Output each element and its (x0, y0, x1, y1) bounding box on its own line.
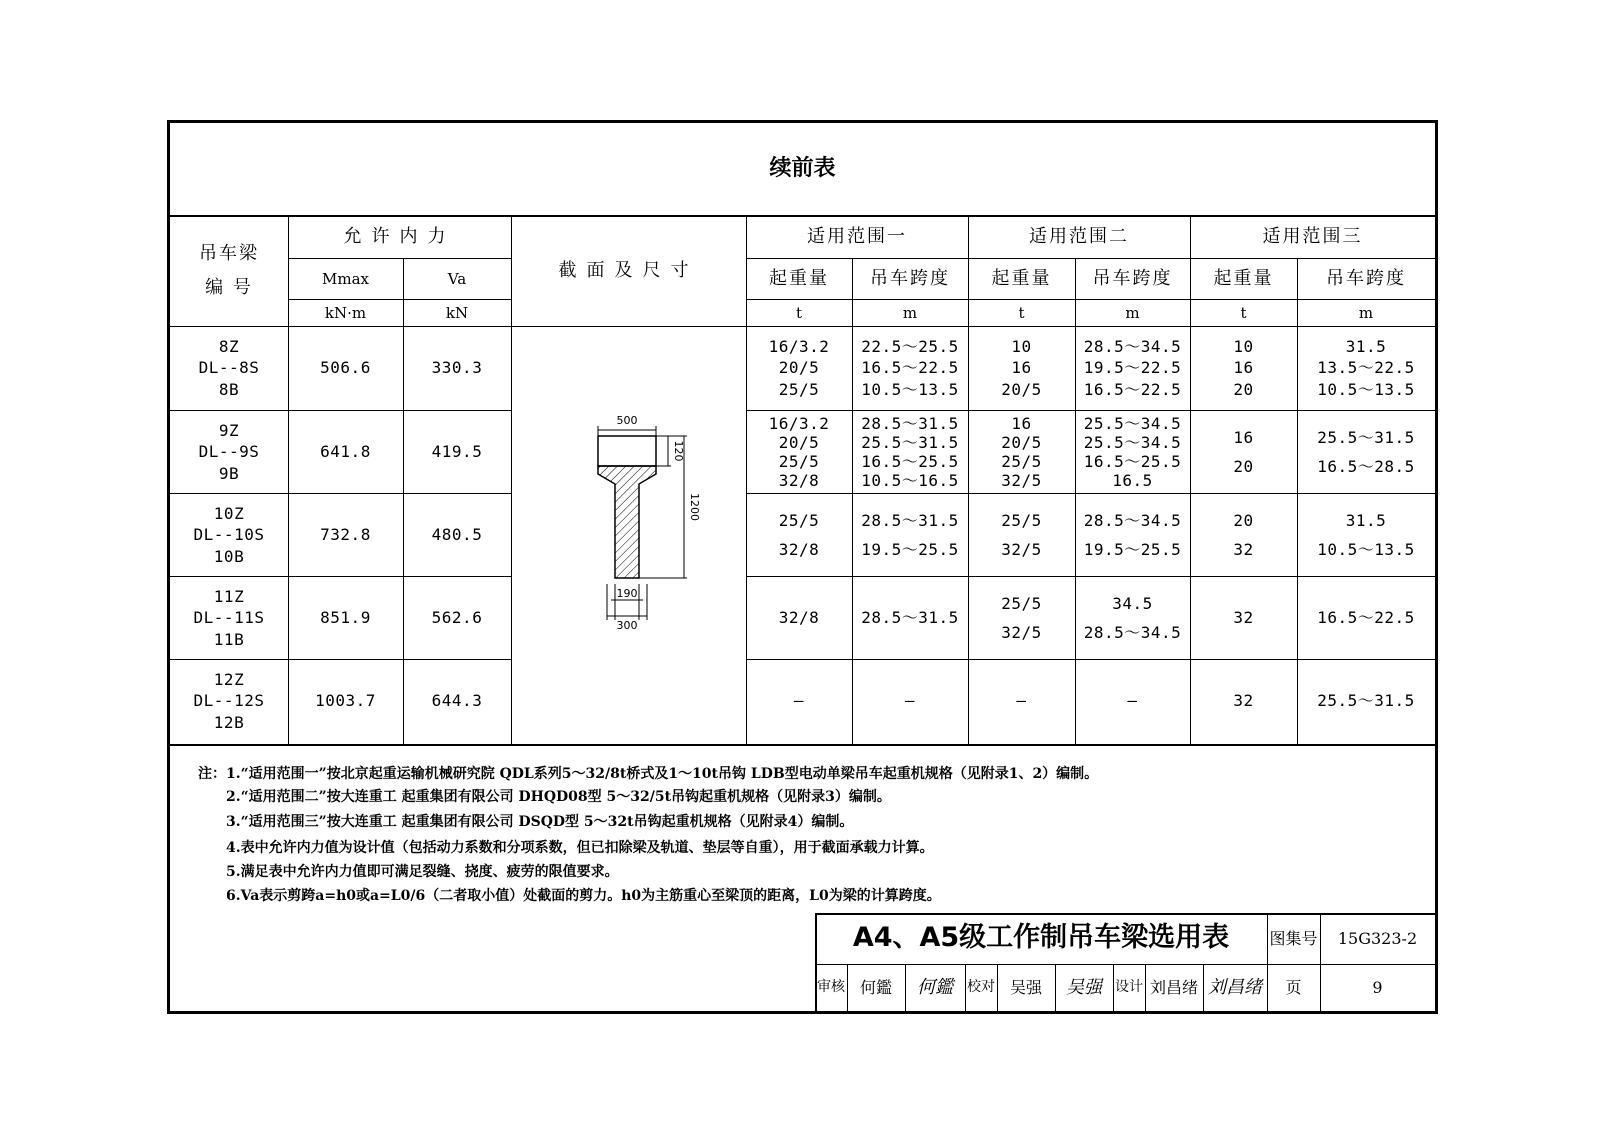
beam-code-cell (170, 659, 288, 743)
range2-lift: 25/5 (1001, 593, 1042, 613)
dim-top-width: 500 (616, 414, 638, 427)
range1-span: 19.5～25.5 (861, 540, 959, 559)
range3-span-cell (1297, 326, 1435, 410)
range3-span: 10.5～13.5 (1317, 540, 1415, 559)
mmax-value: 506.6 (320, 358, 371, 378)
beam-code-cell (170, 410, 288, 494)
unit-r2-lift: t (1018, 303, 1025, 322)
beam-code: 11B (213, 629, 245, 649)
range1-lift: 25/5 (778, 379, 820, 399)
range1-span: — (904, 691, 916, 711)
range2-span: 28.5～34.5 (1083, 337, 1182, 357)
mmax-value-cell (288, 410, 403, 494)
range2-span: 25.5～34.5 (1083, 413, 1182, 433)
va-value: 562.6 (431, 608, 483, 628)
range1-span-cell (852, 326, 968, 410)
range1-span: 10.5～13.5 (861, 379, 959, 399)
beam-code: 12B (213, 712, 245, 732)
range3-span: 13.5～22.5 (1317, 358, 1415, 378)
range3-span: 31.5 (1345, 510, 1387, 530)
page-number: 9 (1372, 977, 1383, 997)
va-value: 330.3 (431, 358, 483, 378)
dim-web-width: 190 (616, 587, 638, 600)
dim-height: 1200 (688, 493, 701, 521)
note-3: 3.“适用范围三”按大连重工 起重集团有限公司 DSQD型 5～32t吊钩起重机规格（见附录4）编制。 (226, 814, 854, 830)
header-beam-no-line2: 编 号 (205, 276, 253, 298)
designer-signature: 刘昌绪 (1208, 976, 1262, 998)
va-value-cell (403, 326, 511, 410)
unit-r3-span: m (1358, 303, 1374, 322)
range3-span: 16.5～22.5 (1317, 608, 1415, 628)
range3-lift-cell (1190, 576, 1297, 660)
range1-lift: 25/5 (778, 510, 820, 530)
range2-span-cell (1075, 326, 1190, 410)
unit-r3-lift: t (1240, 303, 1247, 322)
dim-bottom-width: 300 (616, 619, 638, 632)
range2-span: — (1127, 691, 1138, 711)
header-va: Va (447, 269, 467, 288)
drawing-title: A4、A5级工作制吊车梁选用表 (852, 922, 1230, 954)
range3-span: 25.5～31.5 (1317, 427, 1415, 447)
page-label: 页 (1285, 977, 1302, 997)
header-r3-span: 吊车跨度 (1326, 267, 1406, 289)
note-4: 4.表中允许内力值为设计值（包括动力系数和分项系数，但已扣除梁及轨道、垫层等自重），用于截面承载力计算。 (226, 840, 934, 856)
unit-r1-lift: t (795, 303, 803, 322)
range3-span-cell (1297, 576, 1435, 660)
atlas-label: 图集号 (1269, 928, 1318, 948)
table-title: 续前表 (769, 155, 836, 181)
range3-span: 31.5 (1345, 337, 1387, 357)
range2-lift: — (1016, 691, 1027, 711)
range3-lift: 16 (1233, 427, 1254, 447)
mmax-value-cell (288, 576, 403, 660)
range2-lift: 20/5 (1001, 379, 1042, 399)
range1-lift-cell (746, 493, 852, 577)
range3-lift-cell (1190, 326, 1297, 410)
beam-code: DL--9S (198, 442, 260, 462)
range1-lift: 16/3.2 (768, 337, 830, 357)
range1-lift: 32/8 (778, 540, 820, 559)
range3-lift-cell (1190, 410, 1297, 494)
range1-lift-cell (746, 326, 852, 410)
beam-code: DL--10S (193, 525, 265, 545)
range3-lift: 16 (1233, 358, 1254, 378)
beam-code-cell (170, 493, 288, 577)
range2-lift: 25/5 (1001, 510, 1042, 530)
atlas-number: 15G323-2 (1337, 928, 1418, 948)
header-section: 截面及尺寸 (558, 259, 699, 281)
range2-span: 19.5～25.5 (1083, 540, 1182, 559)
range1-span: 16.5～22.5 (861, 358, 959, 378)
range1-span: 10.5～16.5 (861, 471, 959, 491)
check-label: 校对 (967, 979, 995, 996)
header-r2-lift: 起重量 (991, 267, 1052, 289)
mmax-value-cell (288, 659, 403, 743)
mmax-value: 851.9 (320, 608, 371, 628)
range2-lift-cell (968, 576, 1075, 660)
va-value: 480.5 (431, 525, 483, 545)
header-r2-span: 吊车跨度 (1092, 267, 1173, 289)
va-value: 419.5 (431, 442, 483, 462)
range2-span: 16.5～22.5 (1083, 379, 1182, 399)
mmax-value: 1003.7 (315, 691, 376, 711)
range1-span: 22.5～25.5 (861, 337, 959, 357)
va-value-cell (403, 493, 511, 577)
range2-span-cell (1075, 659, 1190, 743)
va-value-cell (403, 410, 511, 494)
range1-lift: 16/3.2 (768, 413, 830, 433)
grid-h-table-bottom (170, 744, 1435, 746)
range2-span-cell (1075, 576, 1190, 660)
header-beam-no-line1: 吊车梁 (199, 242, 259, 264)
beam-code: 10Z (213, 504, 245, 524)
range1-lift: 25/5 (778, 452, 820, 471)
header-r3-lift: 起重量 (1213, 267, 1274, 289)
range3-lift: 20 (1233, 457, 1254, 476)
range2-span: 16.5～25.5 (1083, 452, 1182, 471)
range1-span: 25.5～31.5 (861, 432, 959, 452)
beam-code: 12Z (213, 670, 245, 690)
header-r1-span: 吊车跨度 (870, 267, 950, 289)
unit-r2-span: m (1125, 303, 1140, 322)
range3-span: 16.5～28.5 (1317, 457, 1415, 476)
range2-lift: 32/5 (1001, 623, 1042, 642)
range1-span: 28.5～31.5 (861, 413, 959, 433)
checker-signature: 吴强 (1066, 976, 1102, 998)
va-value-cell (403, 659, 511, 743)
range2-span: 34.5 (1112, 593, 1153, 613)
range1-span: 16.5～25.5 (861, 452, 959, 471)
range3-span: 10.5～13.5 (1317, 379, 1415, 399)
range1-lift-cell (746, 410, 852, 494)
range2-span: 25.5～34.5 (1083, 432, 1182, 452)
range2-span-cell (1075, 493, 1190, 577)
range2-lift-cell (968, 659, 1075, 743)
range2-span: 28.5～34.5 (1083, 510, 1182, 530)
note-5: 5.满足表中允许内力值即可满足裂缝、挠度、疲劳的限值要求。 (226, 864, 619, 880)
title-block (815, 913, 1435, 1011)
mmax-value-cell (288, 493, 403, 577)
beam-code: DL--11S (193, 608, 265, 628)
beam-code: 11Z (213, 587, 245, 607)
note-2: 2.“适用范围二”按大连重工 起重集团有限公司 DHQD08型 5～32/5t吊钩起重机规格（见附录3）编制。 (226, 789, 891, 805)
designer-name: 刘昌绪 (1149, 977, 1198, 997)
range3-span-cell (1297, 410, 1435, 494)
range3-lift: 10 (1233, 337, 1254, 357)
range3-lift: 20 (1233, 379, 1254, 399)
header-va-unit: kN (445, 303, 469, 322)
note-1: 注：1.“适用范围一”按北京起重运输机械研究院 QDL系列5～32/8t桥式及1～10t吊钩 LDB型电动单梁吊车起重机规格（见附录1、2）编制。 (198, 766, 1099, 782)
range1-lift: 32/8 (778, 608, 820, 628)
range1-span-cell (852, 410, 968, 494)
range3-lift: 32 (1233, 540, 1254, 559)
range1-span-cell (852, 576, 968, 660)
range3-lift-cell (1190, 493, 1297, 577)
range1-lift: 20/5 (778, 358, 820, 378)
range3-lift: 32 (1233, 608, 1254, 628)
beam-code: DL--12S (193, 691, 265, 711)
reviewer-name: 何鑑 (859, 977, 892, 997)
note-6: 6.Va表示剪跨a=h0或a=L0/6（二者取小值）处截面的剪力。h0为主筋重心至梁顶的距离，L0为梁的计算跨度。 (226, 888, 941, 904)
range3-lift-cell (1190, 659, 1297, 743)
range1-span: 28.5～31.5 (861, 510, 959, 530)
range1-lift: 32/8 (778, 471, 820, 491)
range3-lift: 20 (1233, 510, 1254, 530)
header-range1: 适用范围一 (807, 225, 907, 247)
range2-span: 28.5～34.5 (1083, 623, 1182, 642)
header-allow-force: 允许内力 (343, 225, 456, 247)
range1-span: 28.5～31.5 (861, 608, 959, 628)
header-range2: 适用范围二 (1029, 225, 1129, 247)
header-beam-no (170, 215, 288, 326)
header-r1-lift: 起重量 (769, 267, 829, 289)
beam-code: 10B (213, 546, 245, 566)
range1-lift-cell (746, 576, 852, 660)
range1-span-cell (852, 493, 968, 577)
web (598, 466, 656, 578)
range2-lift: 20/5 (1001, 432, 1042, 452)
beam-code-cell (170, 326, 288, 410)
range3-span-cell (1297, 493, 1435, 577)
range2-lift: 10 (1011, 337, 1032, 357)
beam-code: DL--8S (198, 358, 260, 378)
range2-span-cell (1075, 410, 1190, 494)
range2-span: 19.5～22.5 (1083, 358, 1182, 378)
beam-code-cell (170, 576, 288, 660)
range2-lift: 16 (1011, 413, 1032, 433)
range1-lift: 20/5 (778, 432, 820, 452)
reviewer-signature: 何鑑 (917, 976, 953, 998)
range3-lift: 32 (1233, 691, 1254, 711)
range3-span-cell (1297, 659, 1435, 743)
beam-code: 9B (218, 463, 240, 483)
drawing-sheet (167, 120, 1438, 1014)
range2-lift: 32/5 (1001, 471, 1042, 491)
unit-r1-span: m (902, 303, 918, 322)
header-range3: 适用范围三 (1262, 225, 1363, 247)
review-label: 审核 (817, 979, 845, 996)
dim-flange-thickness: 120 (672, 440, 685, 462)
top-flange (598, 436, 656, 466)
mmax-value: 732.8 (320, 525, 371, 545)
mmax-value-cell (288, 326, 403, 410)
header-mmax-unit: kN·m (324, 303, 367, 322)
range2-span: 16.5 (1112, 471, 1153, 491)
range1-lift-cell (746, 659, 852, 743)
beam-code: 9Z (218, 421, 240, 441)
va-value-cell (403, 576, 511, 660)
range2-lift-cell (968, 326, 1075, 410)
t-beam-section-drawing (511, 326, 746, 744)
beam-code: 8B (218, 379, 240, 399)
range2-lift: 32/5 (1001, 540, 1042, 559)
range2-lift: 16 (1011, 358, 1032, 378)
range3-span: 25.5～31.5 (1317, 691, 1415, 711)
range1-span-cell (852, 659, 968, 743)
mmax-value: 641.8 (320, 442, 371, 462)
range1-lift: — (793, 691, 805, 711)
header-mmax: Mmax (322, 269, 369, 288)
range2-lift-cell (968, 493, 1075, 577)
range2-lift-cell (968, 410, 1075, 494)
va-value: 644.3 (431, 691, 483, 711)
checker-name: 吴强 (1009, 977, 1042, 997)
design-label: 设计 (1115, 979, 1143, 996)
beam-code: 8Z (218, 337, 240, 357)
range2-lift: 25/5 (1001, 452, 1042, 471)
